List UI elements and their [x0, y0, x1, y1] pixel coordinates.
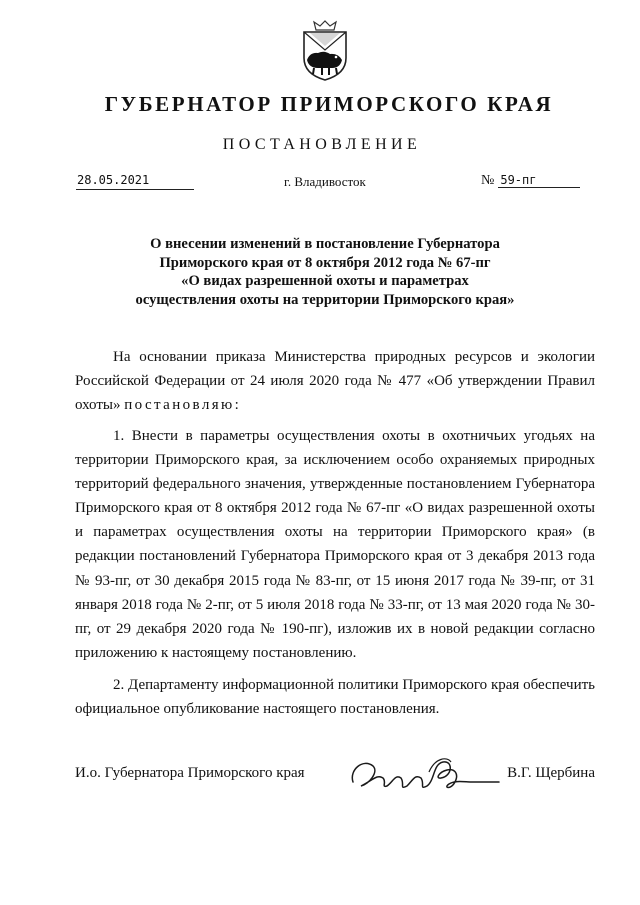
signer-name: В.Г. Щербина [507, 765, 595, 781]
document-date-field [76, 172, 194, 190]
title-line: Приморского края от 8 октября 2012 года № 67-пг [159, 254, 491, 271]
signature-block [75, 760, 595, 800]
title-line: «О видах разрешенной охоты и параметрах [181, 273, 469, 290]
document-title [90, 235, 560, 309]
item-1-paragraph [75, 424, 595, 665]
document-number: 59-пг [498, 173, 580, 188]
handwritten-signature [343, 752, 503, 800]
number-sign: № [481, 173, 495, 188]
item-2-paragraph [75, 673, 595, 721]
document-city: г. Владивосток [284, 174, 366, 189]
title-line: осуществления охоты на территории Приморского края» [135, 291, 515, 308]
preamble-text: На основании приказа Министерства природных ресурсов и экологии Российской Федерации от 24 июля 2020 года № 477 «Об утверждении Правил охоты» [75, 349, 595, 414]
document-type-heading: ПОСТАНОВЛЕНИЕ [222, 136, 422, 153]
authority-heading: ГУБЕРНАТОР ПРИМОРСКОГО КРАЯ [104, 92, 554, 116]
item-2-text: 2. Департаменту информационной политики Приморского края обеспечить официальное опубликование настоящего постановления. [75, 677, 595, 718]
decree-word: постановляю: [124, 397, 242, 414]
document-number-field [481, 173, 580, 190]
signer-title: И.о. Губернатора Приморского края [75, 765, 305, 781]
item-1-text: 1. Внести в параметры осуществления охоты в охотничьих угодьях на территории Приморского края, за исключением особо охраняемых природных территорий федерального значения, утвержденные постановлением Губернатора Приморского края от 8 октября 2012 года № 67-пг «О видах разрешенной охоты и параметрах осуществления охоты на территории Приморского края» (в редакции постановлений Губернатора Приморского края от 3 декабря 2013 года № 93-пг, от 30 декабря 2015 года № 83-пг, от 15 июня 2017 года № 39-пг, от 31 января 2018 года № 2-пг, от 5 июля 2018 года № 33-пг, от 13 мая 2020 года № 30-пг, от 29 декабря 2020 года № 190-пг), изложив их в новой редакции согласно приложению к настоящему постановлению. [75, 428, 595, 661]
document-date: 28.05.2021 [77, 173, 150, 187]
title-line: О внесении изменений в постановление Губернатора [150, 236, 500, 252]
preamble-paragraph [75, 345, 595, 417]
coat-of-arms-icon [296, 20, 354, 82]
